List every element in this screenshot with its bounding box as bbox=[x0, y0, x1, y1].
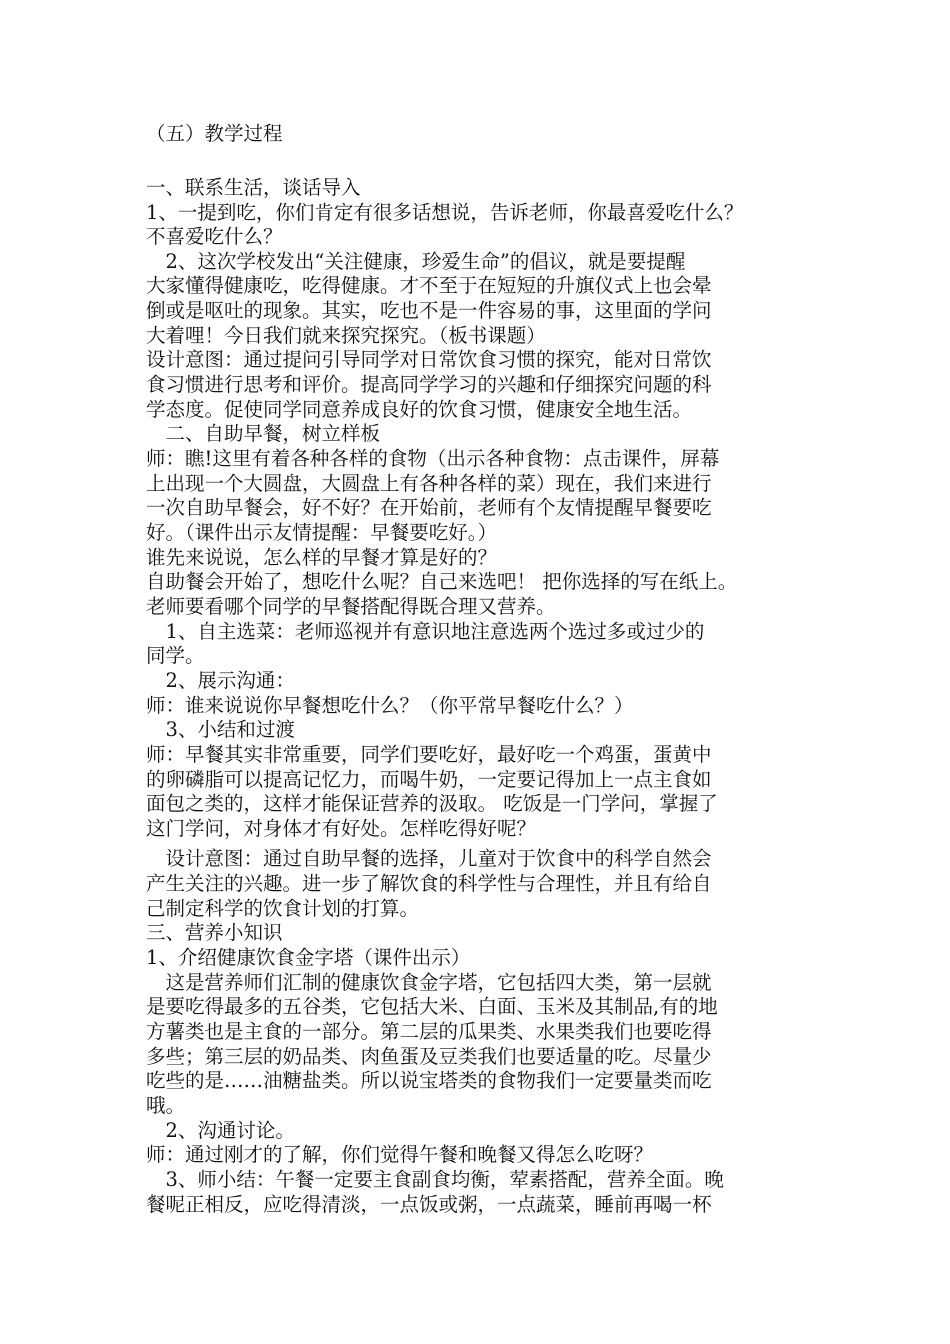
text-line: 老师要看哪个同学的早餐搭配得既合理又营养。 bbox=[146, 595, 556, 618]
text-line: 好。（课件出示友情提醒：早餐要吃好。） bbox=[146, 521, 498, 544]
text-line: 餐呢正相反，应吃得清淡，一点饭或粥，一点蔬菜，睡前再喝一杯 bbox=[146, 1193, 712, 1216]
text-line: 一、联系生活，谈话导入 bbox=[146, 176, 361, 199]
text-line: 的卵磷脂可以提高记忆力，而喝牛奶，一定要记得加上一点主食如 bbox=[146, 768, 712, 791]
text-line: 师：谁来说说你早餐想吃什么？（你平常早餐吃什么？） bbox=[146, 694, 634, 717]
text-line: 师：早餐其实非常重要，同学们要吃好，最好吃一个鸡蛋，蛋黄中 bbox=[146, 743, 712, 766]
text-line: 这是营养师们汇制的健康饮食金字塔，它包括四大类，第一层就 bbox=[146, 971, 712, 994]
text-line: 3、小结和过渡 bbox=[146, 718, 295, 741]
text-line: 2、这次学校发出“关注健康，珍爱生命”的倡议，就是要提醒 bbox=[146, 250, 686, 273]
text-line: 大家懂得健康吃，吃得健康。才不至于在短短的升旗仪式上也会晕 bbox=[146, 274, 712, 297]
text-line: 2、展示沟通： bbox=[146, 669, 295, 692]
text-line: 哦。 bbox=[146, 1094, 186, 1117]
text-line: 多些；第三层的奶品类、肉鱼蛋及豆类我们也要适量的吃。尽量少 bbox=[146, 1045, 712, 1068]
text-line: 2、沟通讨论。 bbox=[146, 1119, 295, 1142]
text-line: 自助餐会开始了，想吃什么呢？自己来选吧！ 把你选择的写在纸上。 bbox=[146, 570, 738, 593]
text-line: 设计意图：通过提问引导同学对日常饮食习惯的探究，能对日常饮 bbox=[146, 348, 712, 371]
text-line: 设计意图：通过自助早餐的选择，儿童对于饮食中的科学自然会 bbox=[146, 847, 712, 870]
text-line: 上出现一个大圆盘，大圆盘上有各种各样的菜）现在，我们来进行 bbox=[146, 472, 712, 495]
text-line: 不喜爱吃什么？ bbox=[146, 225, 283, 248]
text-line: 1、自主选菜：老师巡视并有意识地注意选两个选过多或过少的 bbox=[146, 620, 705, 643]
text-line: 3、师小结：午餐一定要主食副食均衡，荤素搭配，营养全面。晚 bbox=[146, 1168, 724, 1191]
text-line: 这门学问，对身体才有好处。怎样吃得好呢？ bbox=[146, 817, 537, 840]
text-line: （五）教学过程 bbox=[146, 122, 283, 145]
text-line: 二、自助早餐，树立样板 bbox=[146, 422, 381, 445]
text-line: 谁先来说说，怎么样的早餐才算是好的？ bbox=[146, 546, 498, 569]
text-line: 1、一提到吃，你们肯定有很多话想说，告诉老师，你最喜爱吃什么？ bbox=[146, 201, 744, 224]
text-line: 同学。 bbox=[146, 644, 205, 667]
text-line: 面包之类的，这样才能保证营养的汲取。 吃饭是一门学问，掌握了 bbox=[146, 792, 718, 815]
text-line: 食习惯进行思考和评价。提高同学学习的兴趣和仔细探究问题的科 bbox=[146, 373, 712, 396]
text-line: 学态度。促使同学同意养成良好的饮食习惯，健康安全地生活。 bbox=[146, 398, 693, 421]
text-line: 己制定科学的饮食计划的打算。 bbox=[146, 897, 420, 920]
text-line: 大着哩！今日我们就来探究探究。（板书课题） bbox=[146, 324, 546, 347]
text-line: 1、介绍健康饮食金字塔（课件出示） bbox=[146, 946, 471, 969]
text-line: 吃些的是……油糖盐类。所以说宝塔类的食物我们一定要量类而吃 bbox=[146, 1069, 712, 1092]
text-line: 产生关注的兴趣。进一步了解饮食的科学性与合理性，并且有给自 bbox=[146, 872, 712, 895]
text-line: 师：瞧!这里有着各种各样的食物（出示各种食物：点击课件，屏幕 bbox=[146, 447, 720, 470]
text-line: 一次自助早餐会，好不好？在开始前，老师有个友情提醒早餐要吃 bbox=[146, 496, 712, 519]
text-line: 三、营养小知识 bbox=[146, 921, 283, 944]
text-line: 方薯类也是主食的一部分。第二层的瓜果类、水果类我们也要吃得 bbox=[146, 1020, 712, 1043]
text-line: 师：通过刚才的了解，你们觉得午餐和晚餐又得怎么吃呀？ bbox=[146, 1143, 654, 1166]
text-line: 是要吃得最多的五谷类，它包括大米、白面、玉米及其制品,有的地 bbox=[146, 995, 718, 1018]
text-line: 倒或是呕吐的现象。其实，吃也不是一件容易的事，这里面的学问 bbox=[146, 299, 712, 322]
